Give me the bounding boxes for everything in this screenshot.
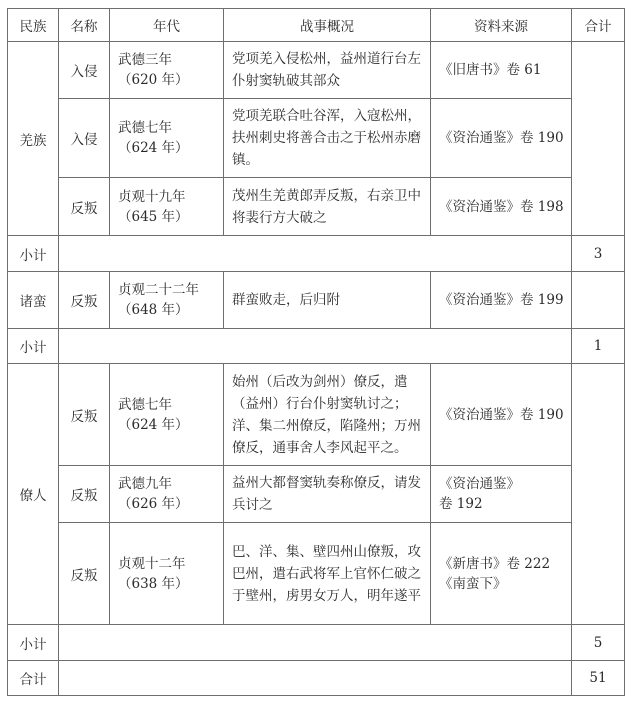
era-ce: （648 年） bbox=[118, 302, 189, 318]
source-line: 卷 192 bbox=[439, 496, 483, 512]
subtotal-label: 小计 bbox=[8, 625, 59, 661]
era-year: 贞观十二年 bbox=[118, 555, 186, 572]
ethnic-cell: 僚人 bbox=[8, 364, 59, 625]
grand-total-value: 51 bbox=[572, 661, 625, 696]
subtotal-row bbox=[8, 625, 625, 661]
era-ce: （624 年） bbox=[118, 140, 189, 156]
summary-cell: 巴、洋、集、壁四州山僚叛，攻巴州，遣右武将军上官怀仁破之于壁州，虏男女万人，明年遂平 bbox=[224, 523, 431, 625]
era-year: 武德七年 bbox=[118, 120, 172, 136]
era-ce: （638 年） bbox=[118, 575, 189, 592]
table-row bbox=[8, 178, 625, 236]
subtotal-blank bbox=[59, 236, 572, 272]
total-cell bbox=[572, 364, 625, 625]
grand-total-blank bbox=[59, 661, 572, 696]
name-cell: 入侵 bbox=[59, 99, 110, 178]
source-cell bbox=[431, 272, 572, 329]
total-cell bbox=[572, 272, 625, 329]
era-cell bbox=[110, 178, 224, 236]
subtotal-blank bbox=[59, 625, 572, 661]
table-row bbox=[8, 42, 625, 99]
name-cell: 入侵 bbox=[59, 42, 110, 99]
total-cell bbox=[572, 42, 625, 236]
source-line: 《资治通鉴》卷 190 bbox=[439, 130, 564, 146]
summary-cell: 群蛮败走，后归附 bbox=[224, 272, 431, 329]
source-cell bbox=[431, 178, 572, 236]
name-cell: 反叛 bbox=[59, 272, 110, 329]
ethnic-cell: 诸蛮 bbox=[8, 272, 59, 329]
table-row bbox=[8, 523, 625, 625]
name-cell: 反叛 bbox=[59, 523, 110, 625]
header-row bbox=[8, 9, 625, 42]
summary-cell: 始州（后改为剑州）僚反，遣（益州）行台仆射窦轨讨之；洋、集二州僚反，陷隆州；万州僚反，通事舍人李风起平之。 bbox=[224, 364, 431, 466]
era-year: 武德三年 bbox=[118, 52, 172, 68]
source-line: 《旧唐书》卷 61 bbox=[439, 62, 542, 78]
subtotal-blank bbox=[59, 329, 572, 364]
subtotal-row bbox=[8, 236, 625, 272]
source-line: 《资治通鉴》 bbox=[439, 476, 520, 492]
source-line: 《新唐书》卷 222 bbox=[439, 555, 551, 572]
era-ce: （620 年） bbox=[118, 72, 189, 88]
era-year: 贞观二十二年 bbox=[118, 282, 199, 298]
name-cell: 反叛 bbox=[59, 466, 110, 523]
subtotal-value: 5 bbox=[572, 625, 625, 661]
source-cell bbox=[431, 466, 572, 523]
source-cell bbox=[431, 364, 572, 466]
summary-cell: 党项羌联合吐谷浑，入寇松州，扶州刺史将善合击之于松州赤磨镇。 bbox=[224, 99, 431, 178]
header-summary: 战事概况 bbox=[224, 9, 431, 42]
era-year: 武德九年 bbox=[118, 476, 172, 492]
era-cell bbox=[110, 99, 224, 178]
era-cell bbox=[110, 364, 224, 466]
table-row bbox=[8, 272, 625, 329]
era-ce: （645 年） bbox=[118, 208, 189, 225]
subtotal-label: 小计 bbox=[8, 329, 59, 364]
era-cell bbox=[110, 42, 224, 99]
era-cell bbox=[110, 523, 224, 625]
era-year: 贞观十九年 bbox=[118, 188, 186, 205]
header-name: 名称 bbox=[59, 9, 110, 42]
name-cell: 反叛 bbox=[59, 364, 110, 466]
summary-cell: 茂州生羌黄郎弄反叛，右亲卫中将裴行方大破之 bbox=[224, 178, 431, 236]
table-row bbox=[8, 466, 625, 523]
table-row bbox=[8, 364, 625, 466]
source-cell bbox=[431, 523, 572, 625]
source-cell bbox=[431, 99, 572, 178]
subtotal-value: 1 bbox=[572, 329, 625, 364]
source-line: 《资治通鉴》卷 198 bbox=[439, 198, 564, 215]
era-ce: （626 年） bbox=[118, 496, 189, 512]
subtotal-label: 小计 bbox=[8, 236, 59, 272]
subtotal-value: 3 bbox=[572, 236, 625, 272]
header-total: 合计 bbox=[572, 9, 625, 42]
era-cell bbox=[110, 466, 224, 523]
subtotal-row bbox=[8, 329, 625, 364]
table-row bbox=[8, 99, 625, 178]
summary-cell: 益州大都督窦轨奏称僚反，请发兵讨之 bbox=[224, 466, 431, 523]
name-cell: 反叛 bbox=[59, 178, 110, 236]
ethnic-cell: 羌族 bbox=[8, 42, 59, 236]
era-ce: （624 年） bbox=[118, 416, 189, 433]
header-era: 年代 bbox=[110, 9, 224, 42]
header-ethnic: 民族 bbox=[8, 9, 59, 42]
grand-total-row bbox=[8, 661, 625, 696]
source-line: 《资治通鉴》卷 190 bbox=[439, 406, 564, 423]
source-line: 《南蛮下》 bbox=[439, 575, 507, 592]
era-year: 武德七年 bbox=[118, 396, 172, 413]
source-cell bbox=[431, 42, 572, 99]
grand-total-label: 合计 bbox=[8, 661, 59, 696]
source-line: 《资治通鉴》卷 199 bbox=[439, 292, 564, 308]
war-summary-table bbox=[7, 8, 625, 696]
era-cell bbox=[110, 272, 224, 329]
summary-cell: 党项羌入侵松州，益州道行台左仆射窦轨破其部众 bbox=[224, 42, 431, 99]
header-source: 资料来源 bbox=[431, 9, 572, 42]
